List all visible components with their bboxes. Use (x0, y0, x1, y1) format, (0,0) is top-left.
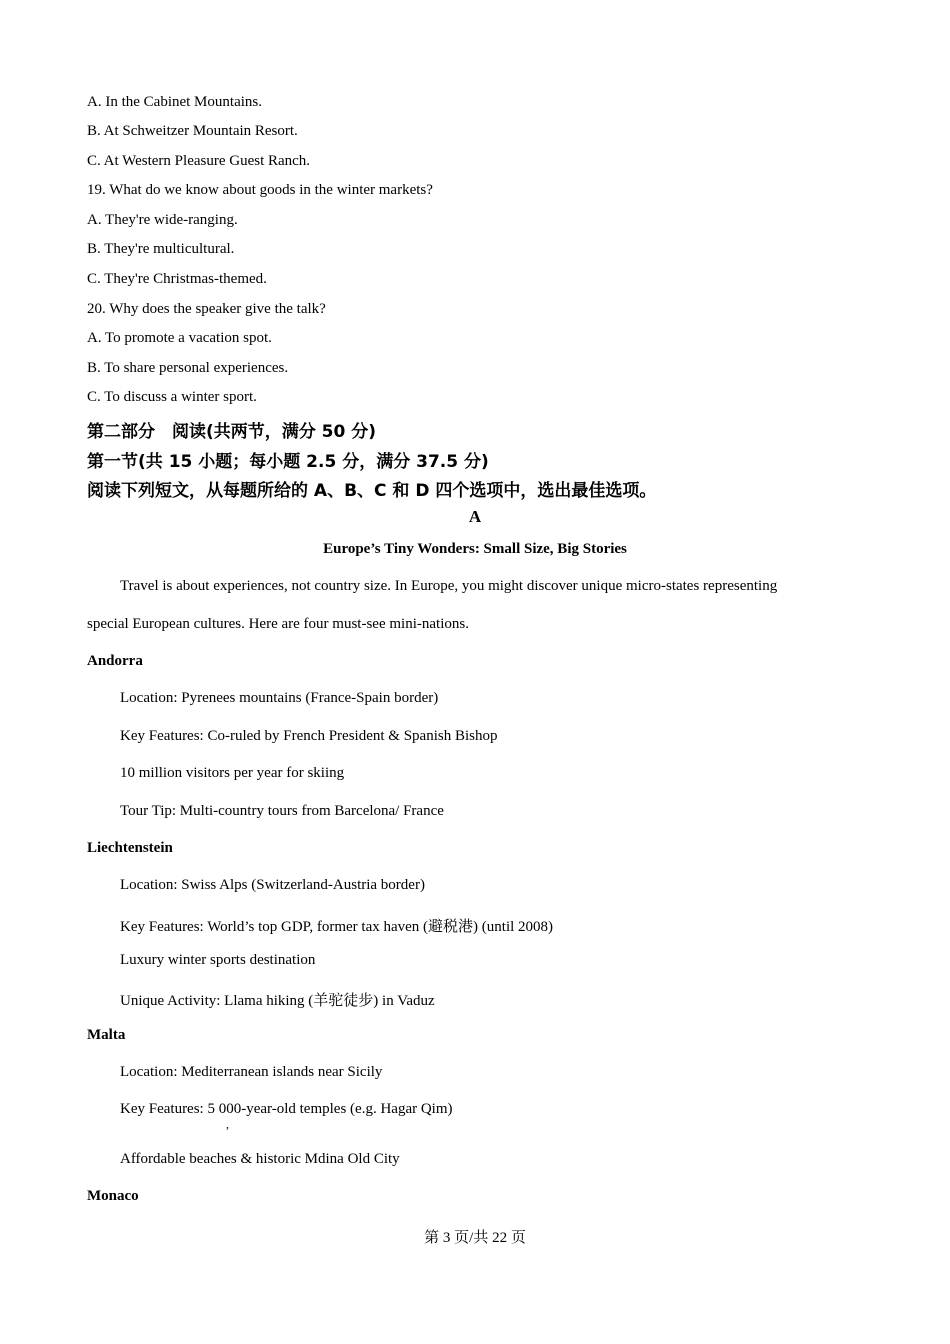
passage-title: Europe’s Tiny Wonders: Small Size, Big Stories (323, 541, 627, 557)
q18-option-a: A. In the Cabinet Mountains. (87, 94, 262, 110)
section-instruction: 阅读下列短文，从每题所给的 A、B、C 和 D 四个选项中，选出最佳选项。 (87, 481, 657, 501)
q20-option-a: A. To promote a vacation spot. (87, 330, 272, 346)
malta-beaches: Affordable beaches & historic Mdina Old City (120, 1151, 400, 1167)
q20-option-c: C. To discuss a winter sport. (87, 389, 257, 405)
q19-question: 19. What do we know about goods in the winter markets? (87, 182, 433, 198)
part-title: 第二部分 阅读(共两节，满分 50 分) (87, 422, 377, 442)
malta-features: Key Features: 5 000-year-old temples (e.g. Hagar Qim) (120, 1101, 453, 1117)
liechtenstein-features: Key Features: World’s top GDP, former tax haven (避税港) (until 2008) (120, 919, 554, 935)
q19-option-c: C. They're Christmas-themed. (87, 271, 267, 287)
andorra-tour-tip: Tour Tip: Multi-country tours from Barcelona/ France (120, 803, 444, 819)
page-footer: 第 3 页/共 22 页 (424, 1230, 526, 1246)
q20-option-b: B. To share personal experiences. (87, 360, 289, 376)
country-heading-andorra: Andorra (87, 653, 143, 669)
q19-option-a: A. They're wide-ranging. (87, 212, 238, 228)
liechtenstein-activity: Unique Activity: Llama hiking (羊驼徒步) in Vaduz (120, 993, 435, 1009)
andorra-location: Location: Pyrenees mountains (France-Spain border) (120, 690, 439, 706)
country-heading-liechtenstein: Liechtenstein (87, 840, 173, 856)
malta-location: Location: Mediterranean islands near Sicily (120, 1064, 383, 1080)
passage-letter: A (468, 507, 482, 526)
country-heading-monaco: Monaco (87, 1188, 139, 1204)
q20-question: 20. Why does the speaker give the talk? (87, 301, 326, 317)
intro-line-2: special European cultures. Here are four must-see mini-nations. (87, 616, 469, 632)
q18-option-b: B. At Schweitzer Mountain Resort. (87, 123, 298, 139)
country-heading-malta: Malta (87, 1027, 126, 1043)
liechtenstein-destination: Luxury winter sports destination (120, 952, 316, 968)
section-title: 第一节(共 15 小题；每小题 2.5 分，满分 37.5 分) (87, 452, 489, 472)
andorra-visitors: 10 million visitors per year for skiing (120, 765, 345, 781)
q18-option-c: C. At Western Pleasure Guest Ranch. (87, 153, 311, 169)
intro-line-1: Travel is about experiences, not country size. In Europe, you might discover unique micro-states representing (120, 578, 778, 594)
q19-option-b: B. They're multicultural. (87, 241, 235, 257)
andorra-features: Key Features: Co-ruled by French President & Spanish Bishop (120, 728, 498, 744)
stray-comma-mark: , (226, 1117, 229, 1131)
liechtenstein-location: Location: Swiss Alps (Switzerland-Austria border) (120, 877, 425, 893)
